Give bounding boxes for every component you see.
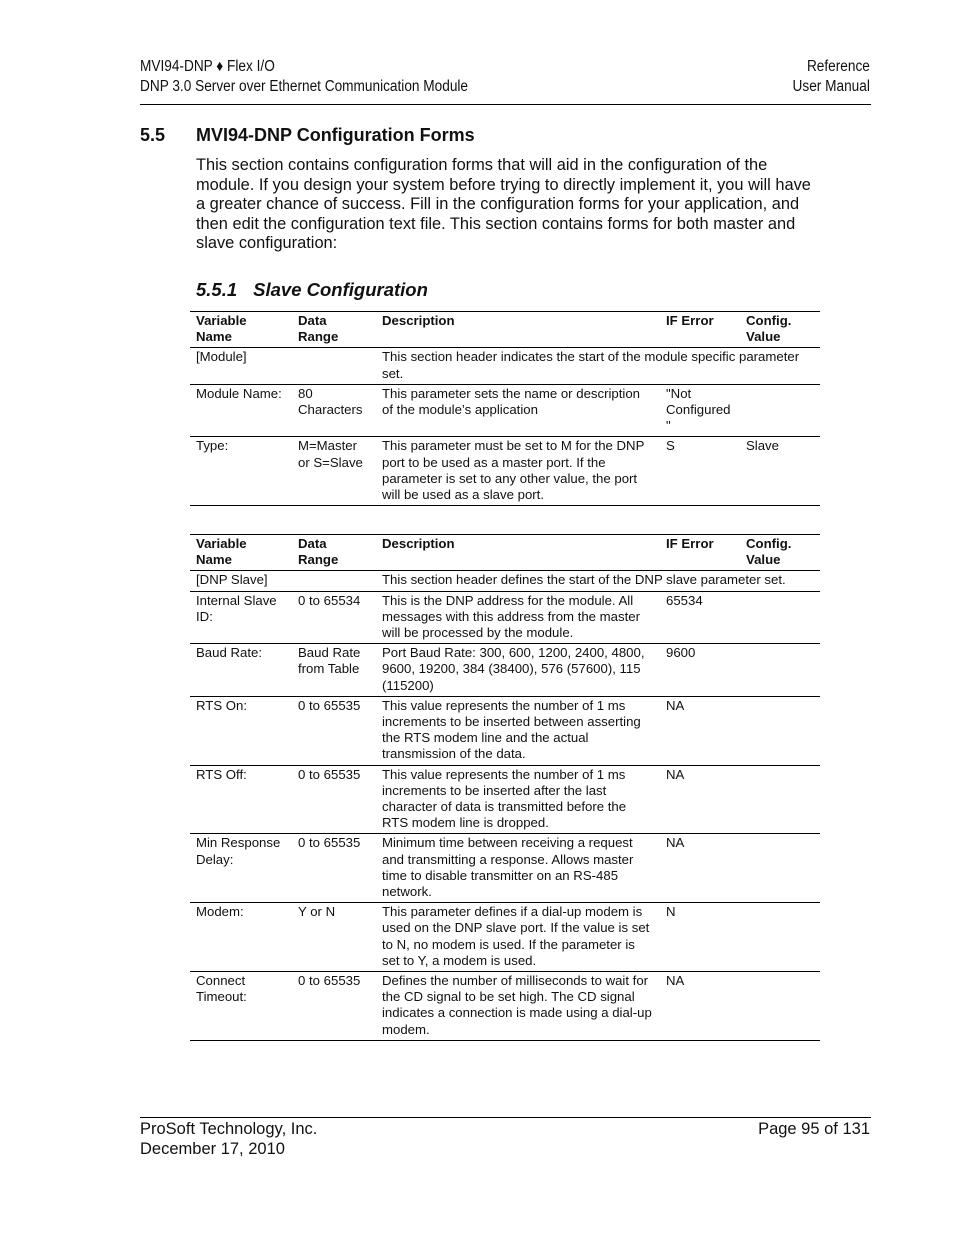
dnp-slave-config-table bbox=[190, 534, 820, 1041]
table-header-row bbox=[190, 312, 820, 348]
header-variable-name: Variable Name bbox=[196, 536, 247, 568]
description-cell: This is the DNP address for the module. All messages with this address from the master will be processed by the module. bbox=[382, 592, 640, 641]
subsection-title: Slave Configuration bbox=[253, 279, 428, 300]
section-header-row bbox=[190, 348, 820, 384]
footer-page-number: Page 95 of 131 bbox=[758, 1120, 870, 1138]
header-config-value: Config. Value bbox=[746, 536, 792, 568]
header-description: Description bbox=[382, 313, 455, 328]
description-cell: This parameter must be set to M for the DNP port to be used as a master port. If the parameter is set to any other value, the port will be used as a slave port. bbox=[382, 438, 645, 503]
variable-name-cell: RTS On: bbox=[196, 697, 248, 713]
table-header-row bbox=[190, 535, 820, 571]
if-error-cell: S bbox=[666, 438, 675, 454]
data-range-cell: Baud Rate from Table bbox=[298, 645, 361, 677]
data-range-cell: 80 Characters bbox=[298, 385, 363, 418]
if-error-cell: NA bbox=[666, 766, 685, 782]
data-range-cell: 0 to 65535 bbox=[298, 697, 361, 713]
variable-name-cell: Modem: bbox=[196, 904, 244, 920]
table-row bbox=[190, 437, 820, 506]
config-value-cell bbox=[740, 972, 820, 1041]
table-row bbox=[190, 696, 820, 765]
section-header-description: This section header indicates the start of the module specific parameter set. bbox=[382, 349, 800, 381]
config-value-cell bbox=[740, 903, 820, 972]
description-cell: This value represents the number of 1 ms increments to be inserted between asserting the RTS modem line and the actual transmission of the data. bbox=[382, 697, 641, 762]
if-error-cell: 65534 bbox=[666, 592, 703, 608]
section-header-name: [DNP Slave] bbox=[196, 572, 268, 588]
variable-name-cell: Connect Timeout: bbox=[196, 973, 247, 1005]
if-error-cell: NA bbox=[666, 973, 685, 989]
description-cell: This parameter sets the name or description of the module’s application bbox=[382, 385, 641, 418]
footer-date: December 17, 2010 bbox=[140, 1139, 285, 1158]
description-cell: This value represents the number of 1 ms increments to be inserted after the last character of data is transmitted before the RTS modem line is dropped. bbox=[382, 766, 627, 831]
config-value-cell bbox=[740, 384, 820, 437]
section-title: MVI94-DNP Configuration Forms bbox=[196, 125, 475, 145]
subsection-heading bbox=[196, 279, 428, 301]
table-row bbox=[190, 384, 820, 437]
page-header-left bbox=[140, 57, 468, 97]
header-if-error: IF Error bbox=[666, 313, 714, 328]
variable-name-cell: Type: bbox=[196, 438, 229, 454]
header-if-error: IF Error bbox=[666, 536, 714, 551]
page-footer-right bbox=[758, 1120, 870, 1140]
doc-subtype: User Manual bbox=[792, 78, 870, 95]
description-cell: Port Baud Rate: 300, 600, 1200, 2400, 4800, 9600, 19200, 384 (38400), 576 (57600), 115 (115200) bbox=[382, 645, 645, 693]
header-data-range: Data Range bbox=[298, 536, 339, 568]
data-range-cell: 0 to 65535 bbox=[298, 766, 361, 782]
footer-company: ProSoft Technology, Inc. bbox=[140, 1120, 318, 1138]
table-row bbox=[190, 834, 820, 903]
table-row bbox=[190, 972, 820, 1041]
variable-name-cell: RTS Off: bbox=[196, 766, 247, 782]
product-description: DNP 3.0 Server over Ethernet Communication Module bbox=[140, 78, 469, 95]
variable-name-cell: Baud Rate: bbox=[196, 645, 262, 661]
section-intro: This section contains configuration forms that will aid in the configuration of the module. If you design your system before trying to directly implement it, you will have a greater chance of success. Fill in the configuration forms for your application, and then edit the configuration text file. This section contains forms for both master and slave configuration: bbox=[196, 156, 811, 253]
header-config-value: Config. Value bbox=[746, 313, 792, 345]
page-footer-left bbox=[140, 1120, 317, 1159]
table-row bbox=[190, 591, 820, 644]
data-range-cell: 0 to 65534 bbox=[298, 592, 361, 608]
footer-divider bbox=[140, 1117, 871, 1118]
config-value-cell bbox=[740, 696, 820, 765]
if-error-cell: 9600 bbox=[666, 645, 696, 661]
description-cell: This parameter defines if a dial-up modem is used on the DNP slave port. If the value is set to N, no modem is used. If the parameter is set to Y, a modem is used. bbox=[382, 904, 650, 968]
section-header-name: [Module] bbox=[196, 349, 247, 365]
if-error-cell: NA bbox=[666, 697, 685, 713]
data-range-cell: 0 to 65535 bbox=[298, 973, 361, 989]
description-cell: Defines the number of milliseconds to wait for the CD signal to be set high. The CD signal indicates a connection is made using a dial-up modem. bbox=[382, 973, 652, 1037]
subsection-number: 5.5.1 bbox=[196, 279, 238, 300]
doc-type: Reference bbox=[807, 58, 870, 75]
config-value-cell bbox=[740, 765, 820, 834]
data-range-cell: M=Master or S=Slave bbox=[298, 438, 363, 470]
config-value-cell bbox=[740, 591, 820, 644]
data-range-cell: 0 to 65535 bbox=[298, 835, 361, 851]
table-row bbox=[190, 765, 820, 834]
header-description: Description bbox=[382, 536, 455, 551]
if-error-cell: NA bbox=[666, 835, 685, 851]
header-variable-name: Variable Name bbox=[196, 313, 247, 345]
data-range-cell: Y or N bbox=[298, 904, 336, 920]
section-header-row bbox=[190, 571, 820, 591]
variable-name-cell: Module Name: bbox=[196, 385, 282, 401]
variable-name-cell: Min Response Delay: bbox=[196, 835, 281, 867]
variable-name-cell: Internal Slave ID: bbox=[196, 592, 277, 624]
page-header-right bbox=[793, 57, 870, 97]
header-divider bbox=[140, 104, 871, 105]
section-header-description: This section header defines the start of the DNP slave parameter set. bbox=[382, 572, 786, 588]
product-name: MVI94-DNP ♦ Flex I/O bbox=[140, 58, 275, 75]
table-row bbox=[190, 644, 820, 697]
section-number: 5.5 bbox=[140, 125, 166, 145]
config-value-cell bbox=[740, 644, 820, 697]
table-row bbox=[190, 903, 820, 972]
description-cell: Minimum time between receiving a request and transmitting a response. Allows master time to disable transmitter on an RS-485 network. bbox=[382, 835, 634, 900]
if-error-cell: "Not Configured " bbox=[666, 385, 731, 434]
config-value-cell: Slave bbox=[746, 438, 779, 454]
module-config-table bbox=[190, 311, 820, 506]
header-data-range: Data Range bbox=[298, 313, 339, 345]
config-value-cell bbox=[740, 834, 820, 903]
if-error-cell: N bbox=[666, 904, 676, 920]
